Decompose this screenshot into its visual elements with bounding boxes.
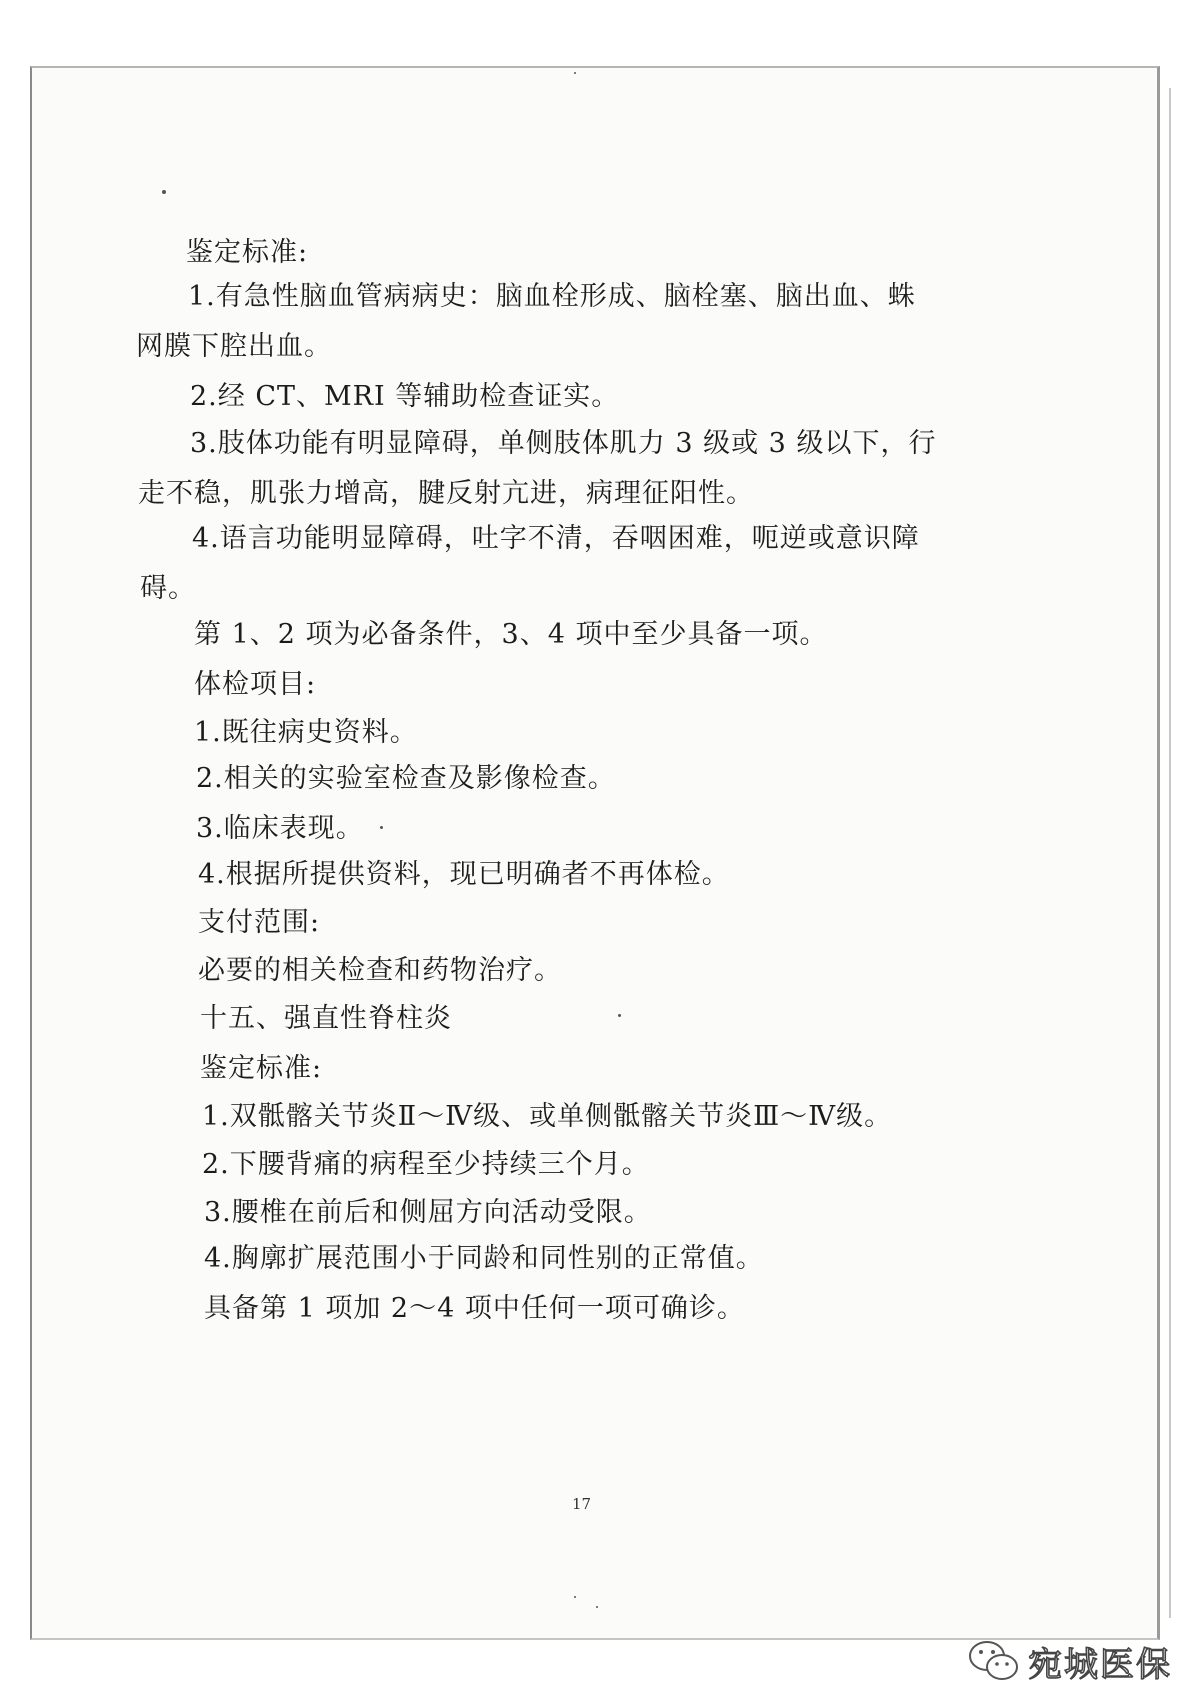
section-title-15: 十五、强直性脊柱炎 (200, 1003, 452, 1034)
exam-item-1: 1.既往病史资料。 (194, 717, 418, 748)
scan-speck (574, 1596, 576, 1598)
criteria-item-1: 1.有急性脑血管病病史：脑血栓形成、脑栓塞、脑出血、蛛 (188, 281, 916, 312)
section-heading-criteria-2: 鉴定标准: (200, 1053, 323, 1084)
criteria-item-4-cont: 碍。 (140, 573, 196, 604)
scan-speck (574, 72, 576, 74)
as-diagnosis-rule: 具备第 1 项加 2～4 项中任何一项可确诊。 (204, 1293, 745, 1324)
exam-item-4: 4.根据所提供资料，现已明确者不再体检。 (198, 859, 730, 890)
scan-speck (162, 190, 166, 194)
watermark (968, 1631, 1172, 1691)
page-number: 17 (572, 1495, 592, 1513)
section-heading-criteria: 鉴定标准: (186, 237, 309, 268)
criteria-requirement: 第 1、2 项为必备条件，3、4 项中至少具备一项。 (194, 619, 828, 650)
wechat-icon (968, 1639, 1020, 1683)
scan-speck (618, 1014, 621, 1017)
criteria-item-2: 2.经 CT、MRI 等辅助检查证实。 (190, 381, 620, 412)
criteria-item-3: 3.肢体功能有明显障碍，单侧肢体肌力 3 级或 3 级以下，行 (190, 428, 937, 459)
criteria-item-3-cont: 走不稳，肌张力增高，腱反射亢进，病理征阳性。 (138, 478, 754, 509)
as-criteria-item-4: 4.胸廓扩展范围小于同龄和同性别的正常值。 (204, 1243, 764, 1274)
as-criteria-item-2: 2.下腰背痛的病程至少持续三个月。 (202, 1149, 650, 1180)
section-heading-exam: 体检项目: (194, 669, 317, 700)
as-criteria-item-3: 3.腰椎在前后和侧屈方向活动受限。 (204, 1197, 652, 1228)
scan-speck (380, 826, 383, 829)
exam-item-3: 3.临床表现。 (196, 813, 364, 844)
scan-speck (596, 1606, 598, 1608)
watermark-text: 宛城医保 (1028, 1644, 1172, 1685)
section-heading-payment: 支付范围: (198, 907, 321, 938)
as-criteria-item-1: 1.双骶髂关节炎Ⅱ～Ⅳ级、或单侧骶髂关节炎Ⅲ～Ⅳ级。 (202, 1101, 893, 1132)
criteria-item-4: 4.语言功能明显障碍，吐字不清，吞咽困难，呃逆或意识障 (192, 523, 920, 554)
exam-item-2: 2.相关的实验室检查及影像检查。 (196, 763, 616, 794)
payment-text: 必要的相关检查和药物治疗。 (198, 955, 562, 986)
criteria-item-1-cont: 网膜下腔出血。 (136, 331, 332, 362)
